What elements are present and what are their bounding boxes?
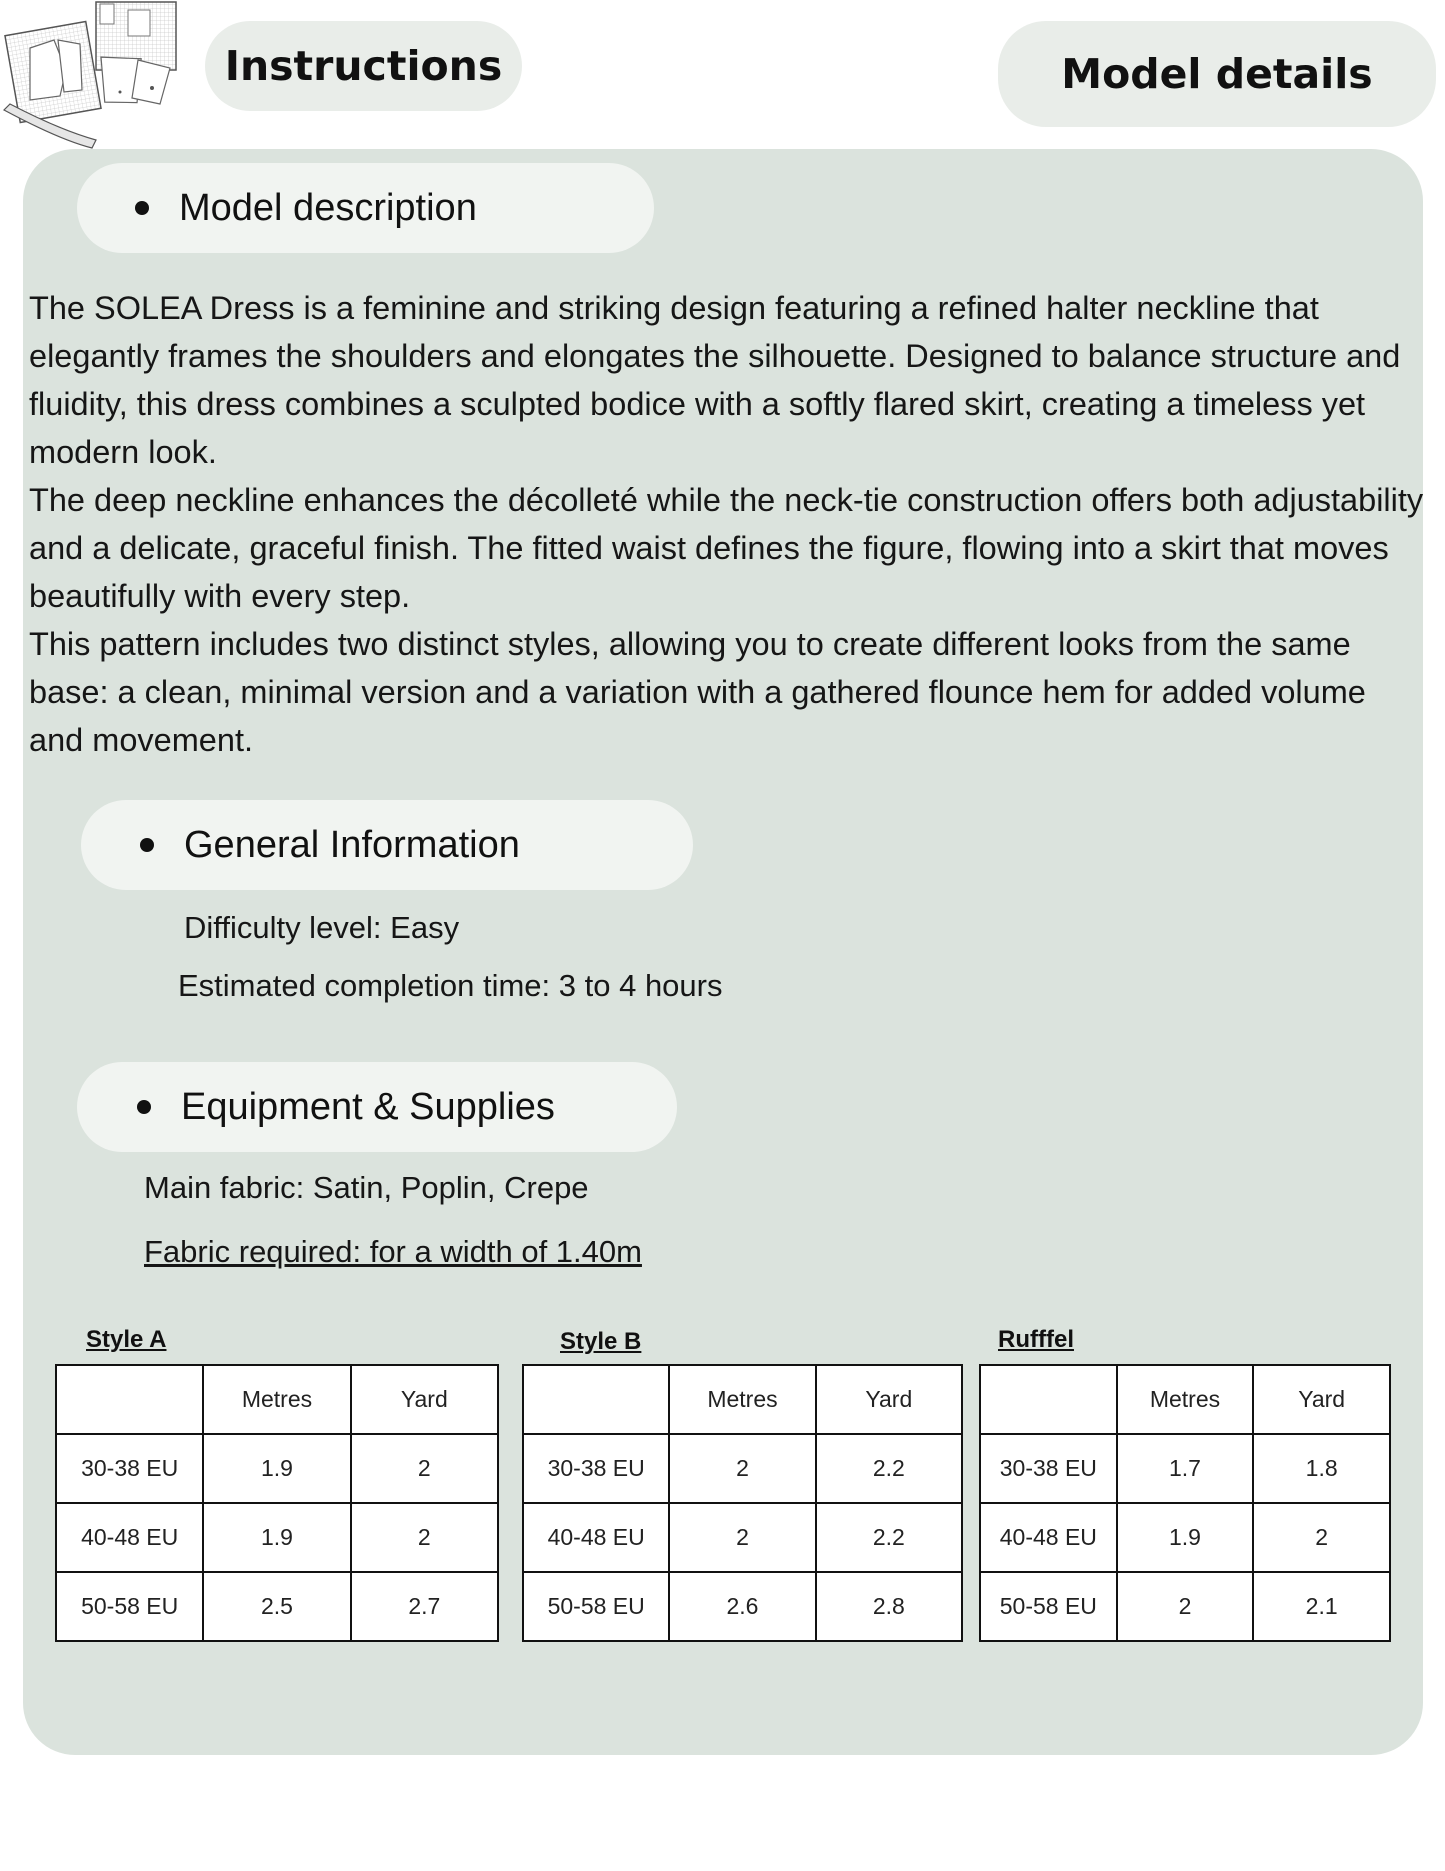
table-header-cell: Metres (203, 1365, 350, 1434)
table-cell: 2 (351, 1434, 498, 1503)
table-cell: 2 (669, 1434, 815, 1503)
table-row (56, 1434, 498, 1503)
table-cell: 50-58 EU (980, 1572, 1117, 1641)
table-header-cell: Yard (816, 1365, 962, 1434)
table-header-cell (523, 1365, 669, 1434)
model-details-tab[interactable]: Model details (998, 21, 1436, 127)
table-row (56, 1503, 498, 1572)
table-header-row (56, 1365, 498, 1434)
section-heading-general-information (81, 800, 693, 890)
description-paragraph: This pattern includes two distinct styles, allowing you to create different looks from the same base: a clean, minimal version and a variation with a gathered flounce hem for added volume and movement. (29, 626, 1366, 758)
table-header-cell: Yard (351, 1365, 498, 1434)
table-cell: 2 (669, 1503, 815, 1572)
description-paragraph: The deep neckline enhances the décolleté while the neck-tie construction offers both adjustability and a delicate, graceful finish. The fitted waist defines the figure, flowing into a skirt that moves beautifully with every step. (29, 482, 1424, 614)
table-cell: 2 (351, 1503, 498, 1572)
table-cell: 1.8 (1253, 1434, 1390, 1503)
table-cell: 40-48 EU (56, 1503, 203, 1572)
table-cell: 40-48 EU (980, 1503, 1117, 1572)
table-row (980, 1434, 1390, 1503)
table-cell: 2.7 (351, 1572, 498, 1641)
style-b-fabric-table (522, 1364, 963, 1642)
table-header-row (980, 1365, 1390, 1434)
table-header-cell (56, 1365, 203, 1434)
fabric-required: Fabric required: for a width of 1.40m (144, 1234, 642, 1269)
table-cell: 2.5 (203, 1572, 350, 1641)
table-cell: 2 (1253, 1503, 1390, 1572)
ruffle-fabric-table (979, 1364, 1391, 1642)
table-cell: 2 (1117, 1572, 1254, 1641)
main-fabric: Main fabric: Satin, Poplin, Crepe (144, 1170, 589, 1205)
section-heading-label: Model description (179, 186, 477, 229)
table-header-cell: Yard (1253, 1365, 1390, 1434)
table-row (980, 1572, 1390, 1641)
table-row (523, 1503, 962, 1572)
difficulty-level: Difficulty level: Easy (184, 910, 460, 945)
table-header-cell: Metres (1117, 1365, 1254, 1434)
table-row (523, 1572, 962, 1641)
sewing-pattern-logo-icon (0, 0, 180, 150)
table-cell: 2.6 (669, 1572, 815, 1641)
style-b-title: Style B (560, 1328, 642, 1355)
table-header-cell: Metres (669, 1365, 815, 1434)
table-row (56, 1572, 498, 1641)
table-cell: 1.9 (203, 1434, 350, 1503)
description-paragraph: The SOLEA Dress is a feminine and striking design featuring a refined halter neckline that elegantly frames the shoulders and elongates the silhouette. Designed to balance structure and fluidity, this dress combines a sculpted bodice with a softly flared skirt, creating a timeless yet modern look. (29, 290, 1401, 470)
instructions-tab[interactable]: Instructions (205, 21, 522, 111)
table-cell: 30-38 EU (56, 1434, 203, 1503)
model-description-text (29, 284, 1429, 764)
table-header-row (523, 1365, 962, 1434)
table-row (523, 1434, 962, 1503)
completion-time: Estimated completion time: 3 to 4 hours (178, 968, 723, 1003)
bullet-icon (135, 201, 149, 215)
section-heading-equipment (77, 1062, 677, 1152)
table-cell: 50-58 EU (523, 1572, 669, 1641)
table-cell: 1.9 (1117, 1503, 1254, 1572)
section-heading-model-description (77, 163, 654, 253)
table-cell: 2.2 (816, 1503, 962, 1572)
table-cell: 1.9 (203, 1503, 350, 1572)
table-cell: 30-38 EU (523, 1434, 669, 1503)
style-a-fabric-table (55, 1364, 499, 1642)
bullet-icon (140, 838, 154, 852)
table-row (980, 1503, 1390, 1572)
table-cell: 50-58 EU (56, 1572, 203, 1641)
ruffle-title: Rufffel (998, 1326, 1074, 1353)
table-cell: 30-38 EU (980, 1434, 1117, 1503)
table-header-cell (980, 1365, 1117, 1434)
table-cell: 1.7 (1117, 1434, 1254, 1503)
table-cell: 40-48 EU (523, 1503, 669, 1572)
bullet-icon (137, 1100, 151, 1114)
table-cell: 2.2 (816, 1434, 962, 1503)
style-a-title: Style A (86, 1326, 167, 1353)
table-cell: 2.1 (1253, 1572, 1390, 1641)
section-heading-label: Equipment & Supplies (181, 1085, 555, 1128)
table-cell: 2.8 (816, 1572, 962, 1641)
section-heading-label: General Information (184, 823, 520, 866)
